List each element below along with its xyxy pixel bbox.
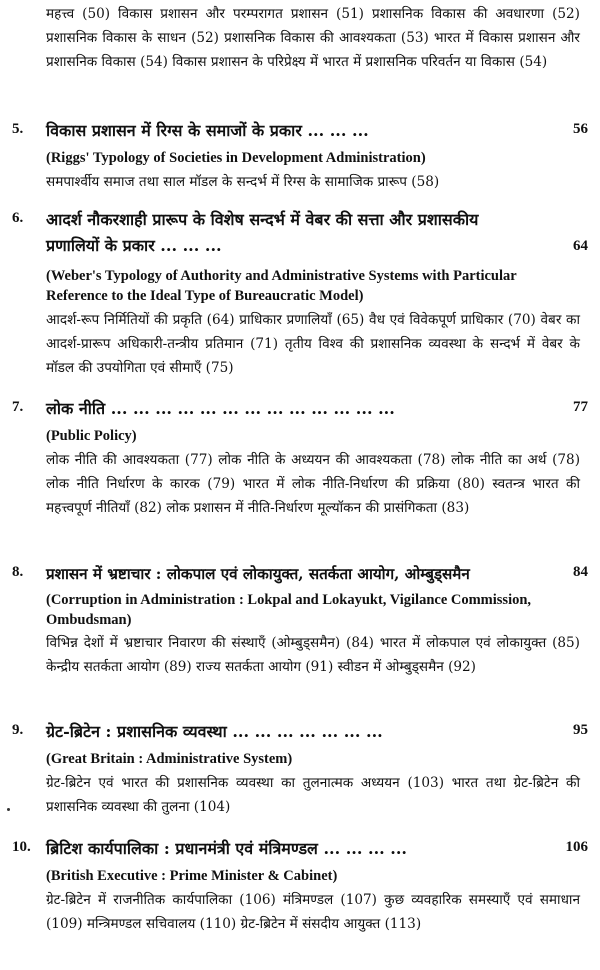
chapter-topics: विभिन्न देशों में भ्रष्टाचार निवारण की संस्थाएँ (ओम्बुड्समैन) (84) भारत में लोकपाल एवं लोकायुक्त (85) केन्द्रीय सतर्कता आयोग (89) राज्य सतर्कता आयोग (91) स्वीडन में ओम्बुड्समैन (92) bbox=[46, 635, 580, 675]
chapter-page-number: 64 bbox=[573, 238, 588, 254]
chapter-number: 7. bbox=[12, 399, 24, 415]
chapter-title: लोक नीति ... ... ... ... ... ... ... ... ... ... ... ... ... bbox=[46, 399, 395, 418]
chapter-page-number: 77 bbox=[573, 399, 588, 415]
chapter-english-title: (Weber's Typology of Authority and Administrative Systems with Particular Reference to the Ideal Type of Bureaucratic Model) bbox=[46, 268, 517, 304]
chapter-number: 10. bbox=[12, 839, 31, 855]
chapter-number: 9. bbox=[12, 722, 24, 738]
chapter-title: आदर्श नौकरशाही प्रारूप के विशेष सन्दर्भ में वेबर की सत्ता और प्रशासकीय प्रणालियों के प्रकार ... ... ... bbox=[46, 210, 479, 255]
chapter-title: प्रशासन में भ्रष्टाचार : लोकपाल एवं लोकायुक्त, सतर्कता आयोग, ओम्बुड्समैन bbox=[46, 565, 470, 583]
chapter-english-title: (Corruption in Administration : Lokpal and Lokayukt, Vigilance Commission, Ombudsman) bbox=[46, 592, 532, 628]
chapter-english-title: (British Executive : Prime Minister & Cabinet) bbox=[46, 868, 338, 884]
chapter-page-number: 56 bbox=[573, 121, 588, 137]
chapter-title: विकास प्रशासन में रिग्स के समाजों के प्रकार ... ... ... bbox=[46, 121, 369, 140]
chapter-number: 6. bbox=[12, 210, 24, 226]
chapter-english-title: (Great Britain : Administrative System) bbox=[46, 751, 293, 767]
intro-topics: महत्त्व (50) विकास प्रशासन और परम्परागत प्रशासन (51) प्रशासनिक विकास की अवधारणा (52) प्रशासनिक विकास के साधन (52) प्रशासनिक विकास की आवश्यकता (53) भारत में विकास प्रशासन और प्रशासनिक विकास (54) विकास प्रशासन के परिप्रेक्ष्य में भारत में प्रशासनिक परिवर्तन या विकास (54) bbox=[46, 6, 580, 70]
chapter-english-title: (Riggs' Typology of Societies in Development Administration) bbox=[46, 150, 426, 166]
chapter-english-title: (Public Policy) bbox=[46, 428, 137, 444]
chapter-number: 8. bbox=[12, 564, 24, 580]
print-speck bbox=[7, 808, 10, 811]
chapter-number: 5. bbox=[12, 121, 24, 137]
chapter-page-number: 84 bbox=[573, 564, 588, 580]
chapter-topics: ग्रेट-ब्रिटेन एवं भारत की प्रशासनिक व्यवस्था का तुलनात्मक अध्ययन (103) भारत तथा ग्रेट-ब्रिटेन की प्रशासनिक व्यवस्था की तुलना (104) bbox=[46, 775, 580, 815]
chapter-title: ब्रिटिश कार्यपालिका : प्रधानमंत्री एवं मंत्रिमण्डल ... ... ... ... bbox=[46, 839, 407, 858]
chapter-topics: आदर्श-रूप निर्मितियों की प्रकृति (64) प्राधिकार प्रणालियाँ (65) वैध एवं विवेकपूर्ण प्राधिकार (70) वेबर का आदर्श-प्रारूप अधिकारी-तन्त्रीय प्रतिमान (71) तृतीय विश्व की प्रशासनिक व्यवस्था के सन्दर्भ में वेबर के मॉडल की उपयोगिता एवं सीमाएँ (75) bbox=[46, 312, 580, 376]
chapter-title: ग्रेट-ब्रिटेन : प्रशासनिक व्यवस्था ... ... ... ... ... ... ... bbox=[46, 722, 383, 741]
chapter-topics: समपार्श्वीय समाज तथा साल मॉडल के सन्दर्भ में रिग्स के सामाजिक प्रारूप (58) bbox=[46, 174, 440, 190]
chapter-page-number: 95 bbox=[573, 722, 588, 738]
chapter-topics: लोक नीति की आवश्यकता (77) लोक नीति के अध्ययन की आवश्यकता (78) लोक नीति का अर्थ (78) लोक नीति निर्धारण के कारक (79) भारत में लोक नीति-निर्धारण की प्रक्रिया (80) स्वतन्त्र भारत की महत्त्वपूर्ण नीतियाँ (82) लोक प्रशासन में नीति-निर्धारण मूल्यॉकन की प्रासंगिकता (83) bbox=[46, 452, 580, 516]
chapter-topics: ग्रेट-ब्रिटेन में राजनीतिक कार्यपालिका (106) मंत्रिमण्डल (107) कुछ व्यवहारिक समस्याएँ एवं समाधान (109) मन्त्रिमण्डल सचिवालय (110) ग्रेट-ब्रिटेन में संसदीय आयुक्त (113) bbox=[46, 892, 580, 932]
chapter-page-number: 106 bbox=[565, 839, 588, 855]
